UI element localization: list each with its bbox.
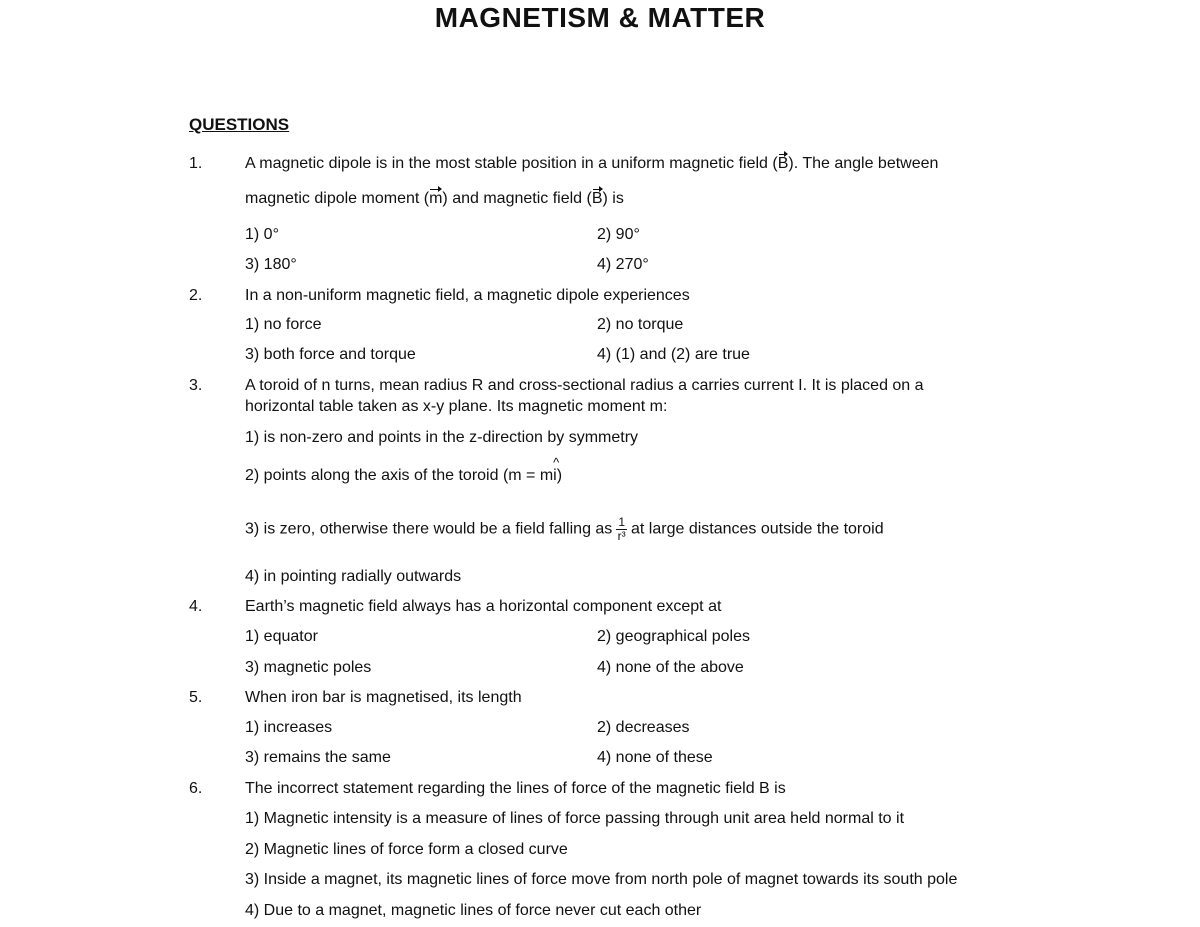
question-6-option-2: 2) Magnetic lines of force form a closed curve	[245, 841, 568, 858]
question-6-option-1: 1) Magnetic intensity is a measure of lines of force passing through unit area held normal to it	[245, 810, 905, 827]
question-5-text: When iron bar is magnetised, its length	[245, 689, 522, 706]
vector-m-symbol: m	[429, 190, 443, 207]
question-4-option-1: 1) equator	[245, 628, 318, 645]
question-5-option-3: 3) remains the same	[245, 749, 391, 766]
question-2-option-4: 4) (1) and (2) are true	[597, 346, 750, 363]
question-3-option-1: 1) is non-zero and points in the z-direction by symmetry	[245, 429, 639, 446]
question-4-number: 4.	[189, 598, 203, 615]
question-5-option-4: 4) none of these	[597, 749, 713, 766]
question-2-option-1: 1) no force	[245, 316, 322, 333]
fraction-one-over-r-cubed	[616, 516, 627, 543]
question-1-text-line-2: magnetic dipole moment (m) and magnetic field (B) is	[245, 190, 624, 207]
question-1-option-3: 3) 180°	[245, 256, 297, 273]
question-5-number: 5.	[189, 689, 203, 706]
vector-b-symbol: B	[591, 190, 603, 207]
question-4-option-3: 3) magnetic poles	[245, 659, 372, 676]
question-1-option-2: 2) 90°	[597, 226, 640, 243]
question-3-option-2	[245, 467, 562, 485]
question-1-number: 1.	[189, 155, 203, 172]
fraction-denominator: r³	[617, 529, 626, 543]
question-6-option-3: 3) Inside a magnet, its magnetic lines of force move from north pole of magnet towards its south pole	[245, 871, 958, 888]
question-1-option-1: 1) 0°	[245, 226, 279, 243]
q3-opt2-text: 2) points along the axis of the toroid	[245, 467, 503, 484]
question-1-text-line-1: A magnetic dipole is in the most stable position in a uniform magnetic field (B). The angle between	[245, 155, 939, 172]
unit-vector-i-symbol: ^ i	[553, 467, 557, 485]
question-2-option-2: 2) no torque	[597, 316, 684, 333]
question-1-option-4: 4) 270°	[597, 256, 649, 273]
q3-opt3-text-end: at large distances outside the toroid	[631, 520, 884, 538]
question-3-text-line-2: horizontal table taken as x-y plane. Its magnetic moment m:	[245, 398, 668, 415]
q3-opt2-formula-end: )	[556, 467, 563, 484]
question-4-option-2: 2) geographical poles	[597, 628, 750, 645]
question-3-number: 3.	[189, 377, 203, 394]
q1-text-part: is	[607, 190, 624, 207]
q1-text-part: A magnetic dipole is in the most stable position in a uniform magnetic field	[245, 155, 773, 172]
question-4-option-4: 4) none of the above	[597, 659, 744, 676]
question-5-option-1: 1) increases	[245, 719, 333, 736]
section-heading: QUESTIONS	[189, 115, 290, 134]
question-3-option-3	[245, 516, 884, 543]
question-6-number: 6.	[189, 780, 203, 797]
question-6-text: The incorrect statement regarding the lines of force of the magnetic field B is	[245, 780, 786, 797]
fraction-numerator: 1	[618, 515, 625, 529]
question-3-option-4: 4) in pointing radially outwards	[245, 568, 462, 585]
question-6-option-4: 4) Due to a magnet, magnetic lines of force never cut each other	[245, 902, 702, 919]
q3-opt3-text: 3) is zero, otherwise there would be a field falling as	[245, 520, 613, 538]
question-2-number: 2.	[189, 287, 203, 304]
question-4-text: Earth’s magnetic field always has a horizontal component except at	[245, 598, 722, 615]
q3-opt2-formula: (m = m	[502, 467, 554, 484]
q1-text-part: . The angle between	[793, 155, 939, 172]
vector-b-symbol: B	[777, 155, 789, 172]
question-5-option-2: 2) decreases	[597, 719, 690, 736]
question-2-option-3: 3) both force and torque	[245, 346, 416, 363]
page-title: MAGNETISM & MATTER	[434, 2, 766, 33]
question-2-text: In a non-uniform magnetic field, a magnetic dipole experiences	[245, 287, 690, 304]
q1-text-part: and magnetic field	[447, 190, 587, 207]
q1-text-part: magnetic dipole moment	[245, 190, 424, 207]
question-3-text-line-1: A toroid of n turns, mean radius R and cross-sectional radius a carries current I. It is placed on a	[245, 377, 924, 394]
